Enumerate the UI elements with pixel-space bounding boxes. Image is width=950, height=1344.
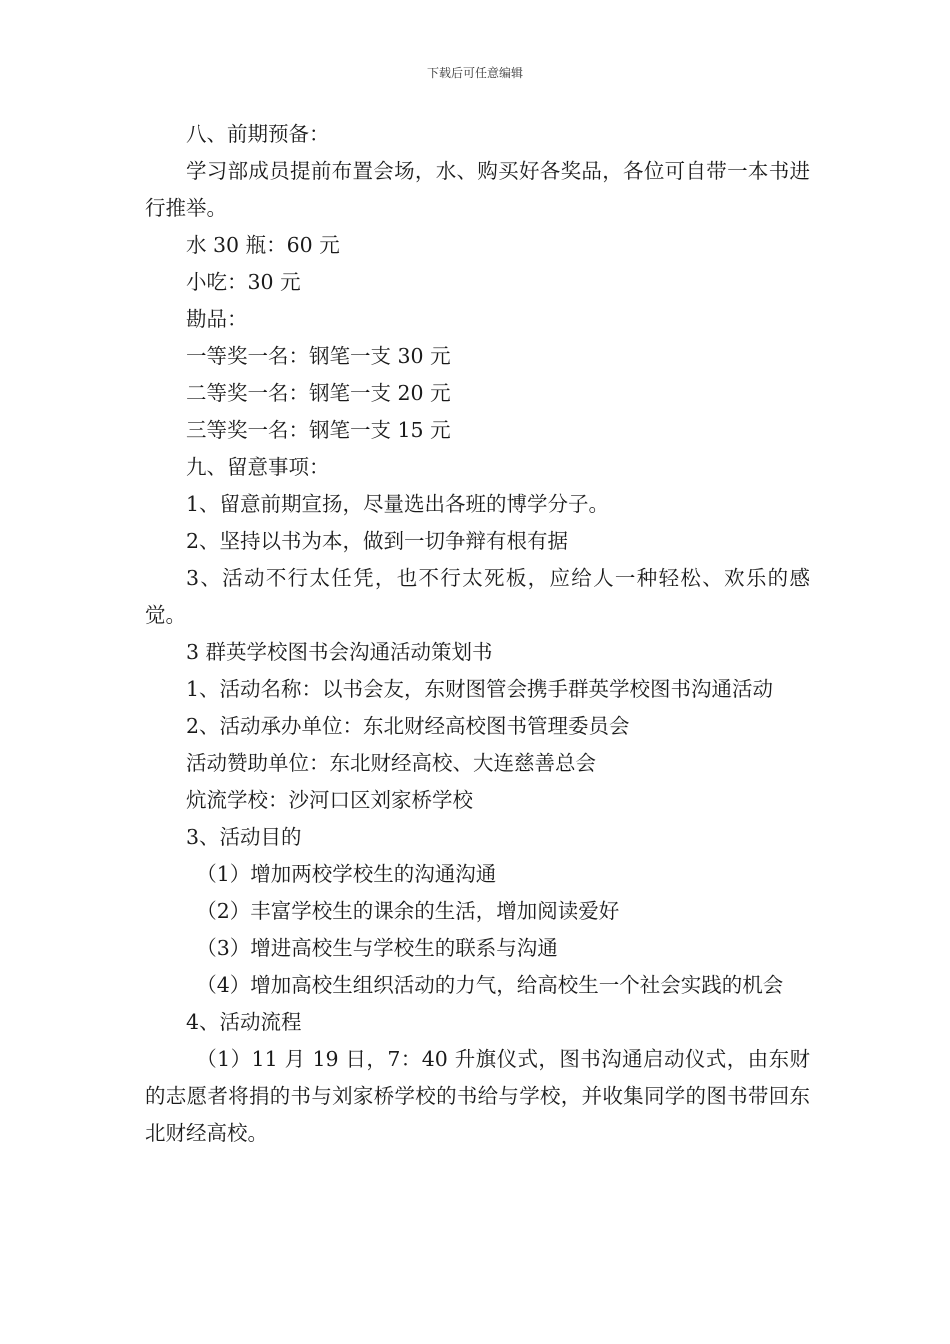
document-body [145, 116, 810, 1152]
plan-item-organizer: 2、活动承办单位：东北财经高校图书管理委员会 [186, 714, 630, 738]
budget-item-snacks: 小吃：30 元 [186, 270, 301, 294]
budget-item-prizes: 勘品： [186, 307, 248, 331]
note-item-1: 1、留意前期宣扬，尽量选出各班的博学分子。 [186, 492, 610, 516]
plan-item-sponsor: 活动赞助单位：东北财经高校、大连慈善总会 [186, 751, 596, 775]
section-heading-preparation: 八、前期预备： [186, 122, 330, 146]
goal-item-2: （2）丰富学校生的课余的生活，增加阅读爱好 [196, 899, 620, 923]
goal-item-4: （4）增加高校生组织活动的力气，给高校生一个社会实践的机会 [196, 973, 784, 997]
goal-item-3: （3）增进高校生与学校生的联系与沟通 [196, 936, 558, 960]
note-item-3: 3、活动不行太任凭，也不行太死板，应给人一种轻松、欢乐的感觉。 [145, 566, 810, 627]
budget-item-water: 水 30 瓶：60 元 [186, 233, 340, 257]
plan-item-name: 1、活动名称：以书会友，东财图管会携手群英学校图书沟通活动 [186, 677, 774, 701]
paragraph: 学习部成员提前布置会场，水、购买好各奖品，各位可自带一本书进行推举。 [145, 159, 810, 220]
prize-third: 三等奖一名：钢笔一支 15 元 [186, 418, 451, 442]
note-item-2: 2、坚持以书为本，做到一切争辩有根有据 [186, 529, 569, 553]
goal-item-1: （1）增加两校学校生的沟通沟通 [196, 862, 497, 886]
prize-first: 一等奖一名：钢笔一支 30 元 [186, 344, 451, 368]
plan-item-school: 炕流学校：沙河口区刘家桥学校 [186, 788, 473, 812]
prize-second: 二等奖一名：钢笔一支 20 元 [186, 381, 451, 405]
process-item-1: （1）11 月 19 日，7：40 升旗仪式，图书沟通启动仪式，由东财的志愿者将捐的书与刘家桥学校的书给与学校，并收集同学的图书带回东北财经高校。 [145, 1047, 810, 1145]
section-heading-notes: 九、留意事项： [186, 455, 330, 479]
plan-item-goals: 3、活动目的 [186, 825, 302, 849]
plan-title: 3 群英学校图书会沟通活动策划书 [186, 640, 493, 664]
header-note: 下载后可任意编辑 [426, 66, 523, 80]
plan-item-process: 4、活动流程 [186, 1010, 302, 1034]
